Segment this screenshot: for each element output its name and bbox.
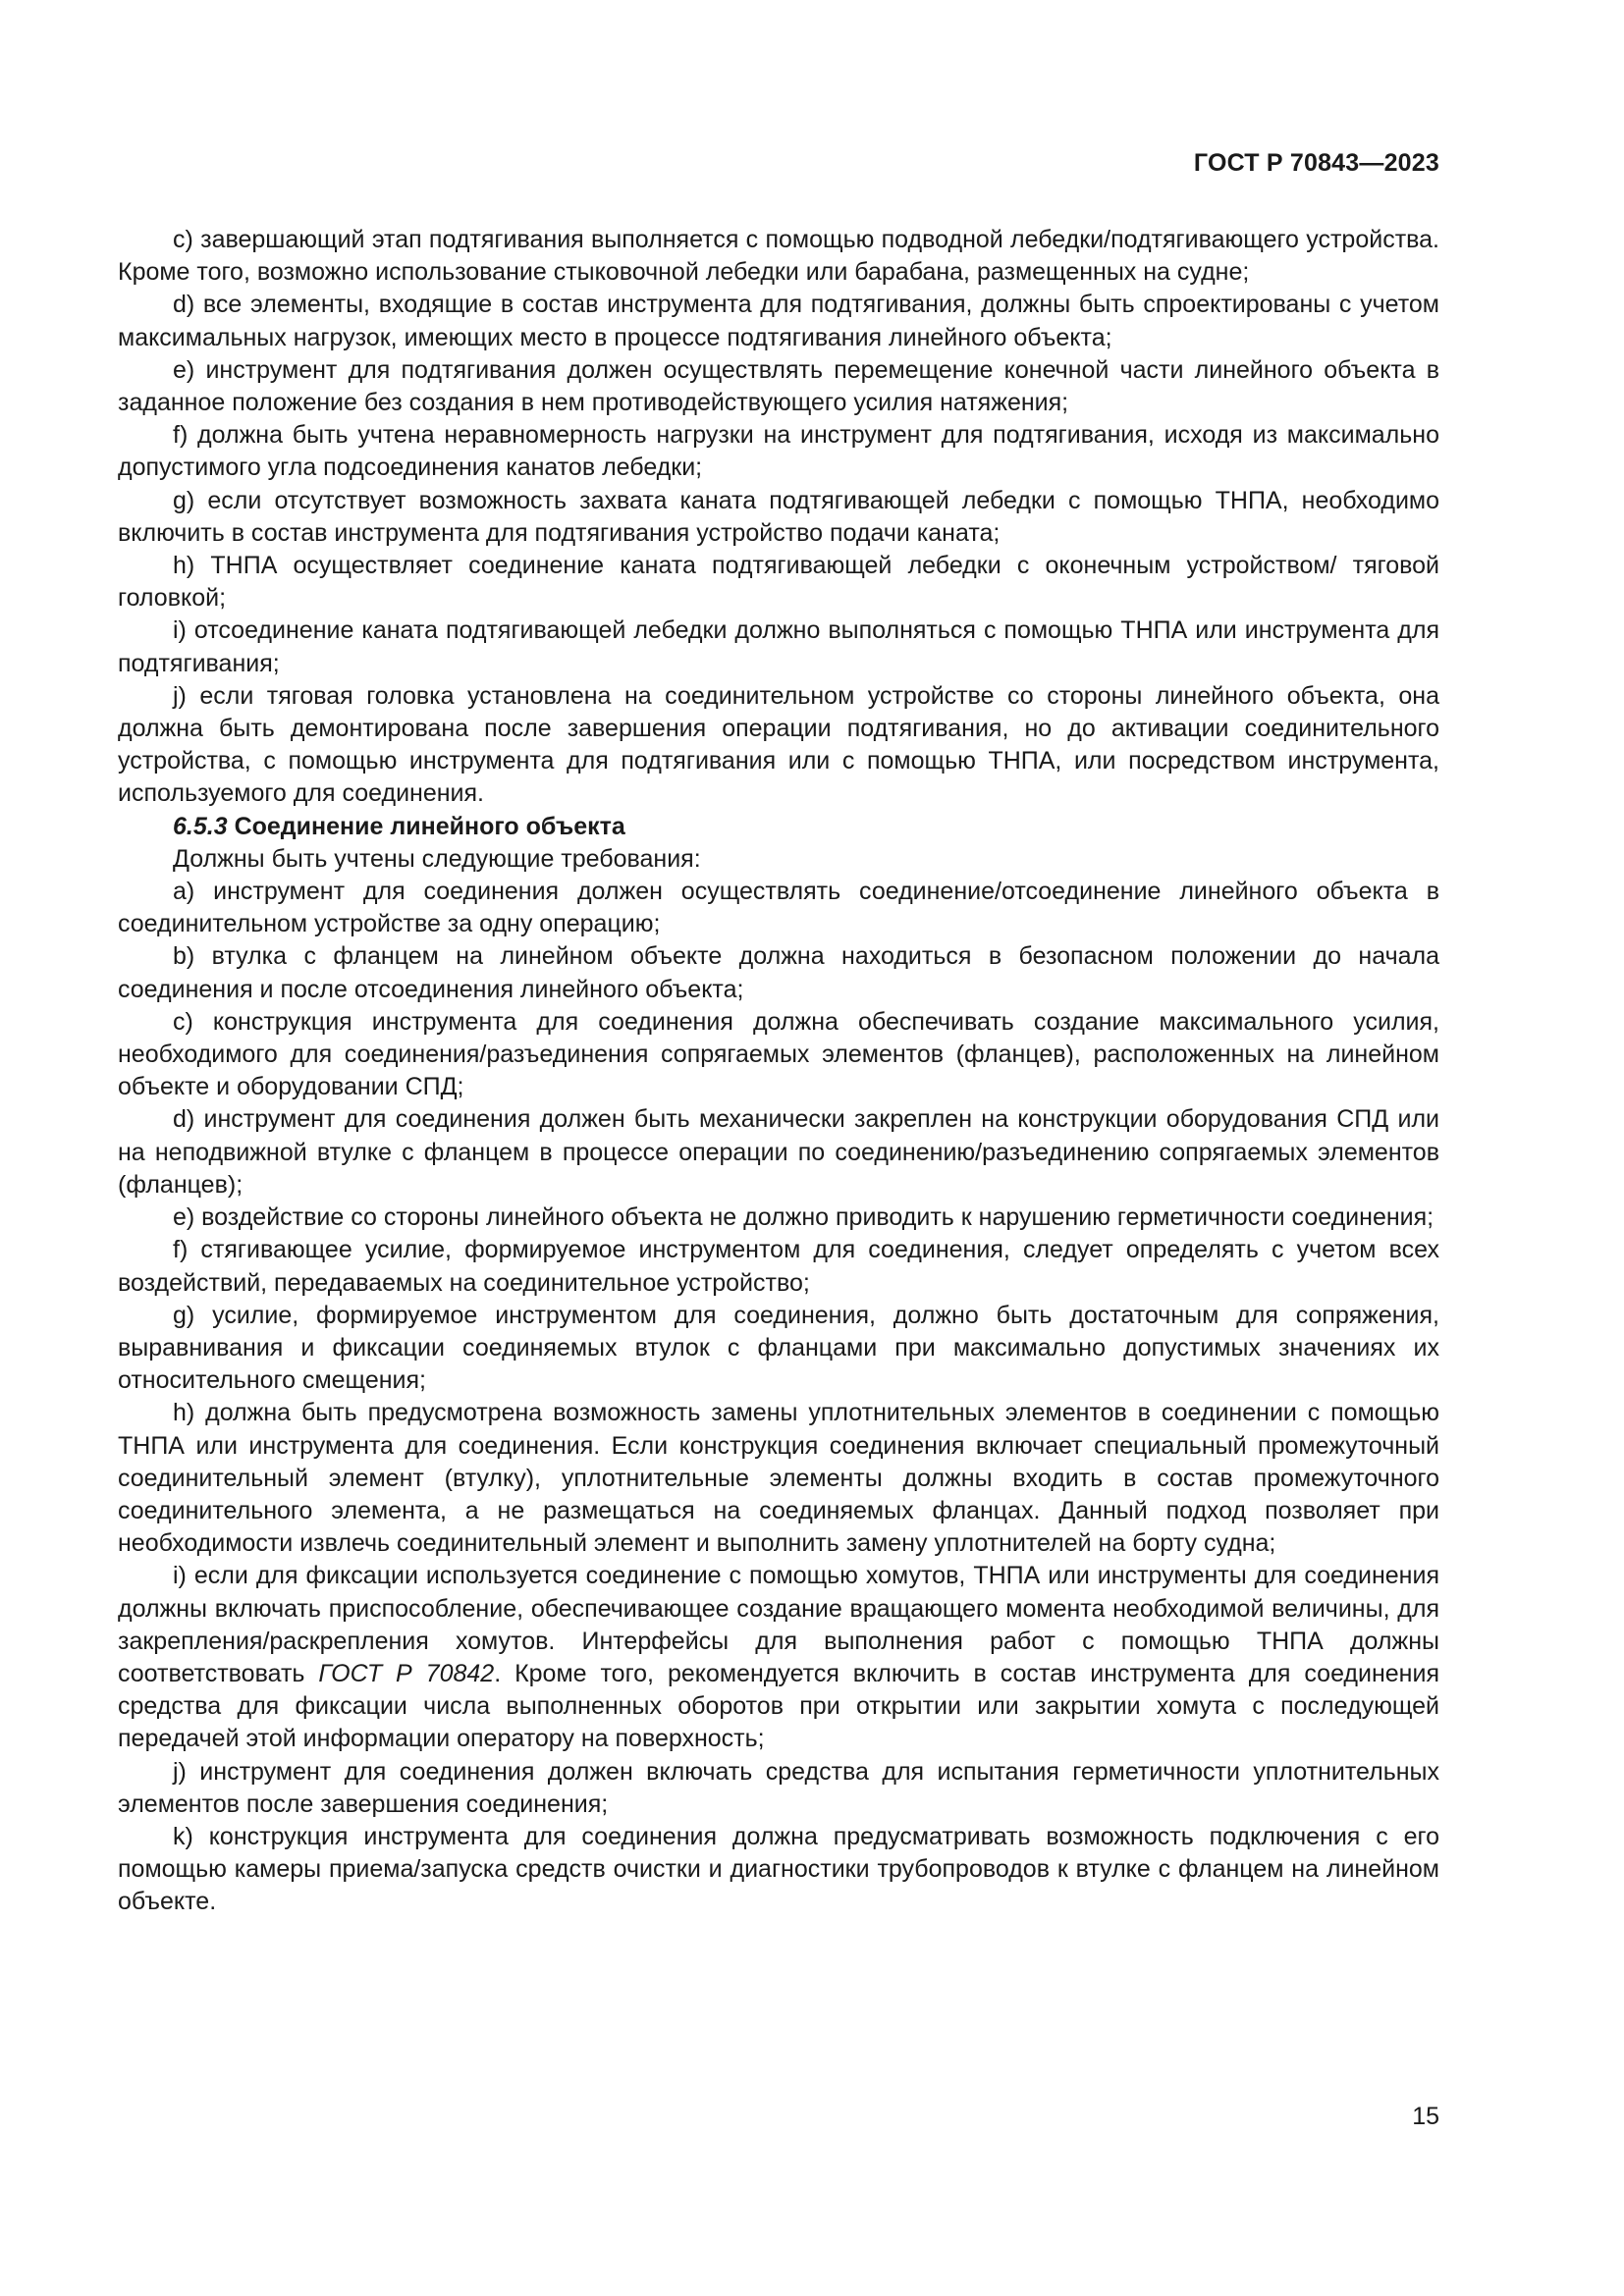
list-item-f2: f) стягивающее усилие, формируемое инструментом для соединения, следует определять с учетом всех воздействий, передаваемых на соединительное устройство; <box>118 1236 1439 1297</box>
document-code-header: ГОСТ Р 70843—2023 <box>1193 149 1439 177</box>
list-item-b: b) втулка с фланцем на линейном объекте должна находиться в безопасном положении до начала соединения и после отсоединения линейного объекта; <box>118 942 1439 1003</box>
section-title: Соединение линейного объекта <box>234 812 625 840</box>
list-item-i2-text-after: . Кроме того, рекомендуется включить в состав инструмента для соединения средства для фиксации числа выполненных оборотов при открытии или закрытии хомута с последующей передачей этой информации оператору на поверхность; <box>118 1659 1439 1753</box>
list-item-i: i) отсоединение каната подтягивающей лебедки должно выполняться с помощью ТНПА или инструмента для подтягивания; <box>118 616 1439 677</box>
list-item-c2: c) конструкция инструмента для соединения должна обеспечивать создание максимального усилия, необходимого для соединения/разъединения сопрягаемых элементов (фланцев), расположенных на линейном объекте и оборудовании СПД; <box>118 1007 1439 1101</box>
list-item-e2: e) воздействие со стороны линейного объекта не должно приводить к нарушению герметичности соединения; <box>173 1203 1435 1232</box>
list-item-g: g) если отсутствует возможность захвата каната подтягивающей лебедки с помощью ТНПА, необходимо включить в состав инструмента для подтягивания устройство подачи каната; <box>118 486 1439 547</box>
section-number: 6.5.3 <box>173 812 228 840</box>
list-item-k: k) конструкция инструмента для соединения должна предусматривать возможность подключения с его помощью камеры приема/запуска средств очистки и диагностики трубопроводов к втулке с фланцем на линейном объекте. <box>118 1822 1439 1916</box>
section-intro: Должны быть учтены следующие требования: <box>173 844 701 873</box>
document-body <box>118 224 1439 1919</box>
list-item-j2: j) инструмент для соединения должен включать средства для испытания герметичности уплотнительных элементов после завершения соединения; <box>118 1757 1439 1818</box>
list-item-f: f) должна быть учтена неравномерность нагрузки на инструмент для подтягивания, исходя из максимально допустимого угла подсоединения канатов лебедки; <box>118 421 1439 482</box>
list-item-a: a) инструмент для соединения должен осуществлять соединение/отсоединение линейного объекта в соединительном устройстве за одну операцию; <box>118 878 1439 938</box>
page-number: 15 <box>1412 2103 1439 2130</box>
list-item-e: e) инструмент для подтягивания должен осуществлять перемещение конечной части линейного объекта в заданное положение без создания в нем противодействующего усилия натяжения; <box>118 355 1439 417</box>
list-item-i2 <box>118 1560 1439 1755</box>
list-item-g2: g) усилие, формируемое инструментом для соединения, должно быть достаточным для сопряжения, выравнивания и фиксации соединяемых втулок с фланцами при максимально допустимых значениях их относительного смещения; <box>118 1301 1439 1395</box>
list-item-c: c) завершающий этап подтягивания выполняется с помощью подводной лебедки/подтягивающего устройства. Кроме того, возможно использование стыковочной лебедки или барабана, размещенных на судне; <box>118 226 1439 287</box>
list-item-i2-text-before: i) если для фиксации используется соединение с помощью хомутов, ТНПА или инструменты для соединения должны включать приспособление, обеспечивающее создание вращающего момента необходимой величины, для закрепления/раскрепления хомутов. Интерфейсы для выполнения работ с помощью ТНПА должны соответствовать <box>118 1562 1439 1687</box>
list-item-d: d) все элементы, входящие в состав инструмента для подтягивания, должны быть спроектированы с учетом максимальных нагрузок, имеющих место в процессе подтягивания линейного объекта; <box>118 291 1439 351</box>
section-heading <box>118 811 1439 843</box>
list-item-j: j) если тяговая головка установлена на соединительном устройстве со стороны линейного объекта, она должна быть демонтирована после завершения операции подтягивания, но до активации соединительного устройства, с помощью инструмента для подтягивания или с помощью ТНПА, или посредством инструмента, используемого для соединения. <box>118 681 1439 808</box>
list-item-h2: h) должна быть предусмотрена возможность замены уплотнительных элементов в соединении с помощью ТНПА или инструмента для соединения. Если конструкция соединения включает специальный промежуточный соединительный элемент (втулку), уплотнительные элементы должны входить в состав промежуточного соединительного элемента, а не размещаться на соединяемых фланцах. Данный подход позволяет при необходимости извлечь соединительный элемент и выполнить замену уплотнителей на борту судна; <box>118 1399 1439 1558</box>
list-item-h: h) ТНПА осуществляет соединение каната подтягивающей лебедки с оконечным устройством/ тяговой головкой; <box>118 552 1439 613</box>
list-item-d2: d) инструмент для соединения должен быть механически закреплен на конструкции оборудования СПД или на неподвижной втулке с фланцем в процессе операции по соединению/разъединению сопрягаемых элементов (фланцев); <box>118 1105 1439 1199</box>
standard-reference: ГОСТ Р 70842 <box>318 1659 495 1687</box>
